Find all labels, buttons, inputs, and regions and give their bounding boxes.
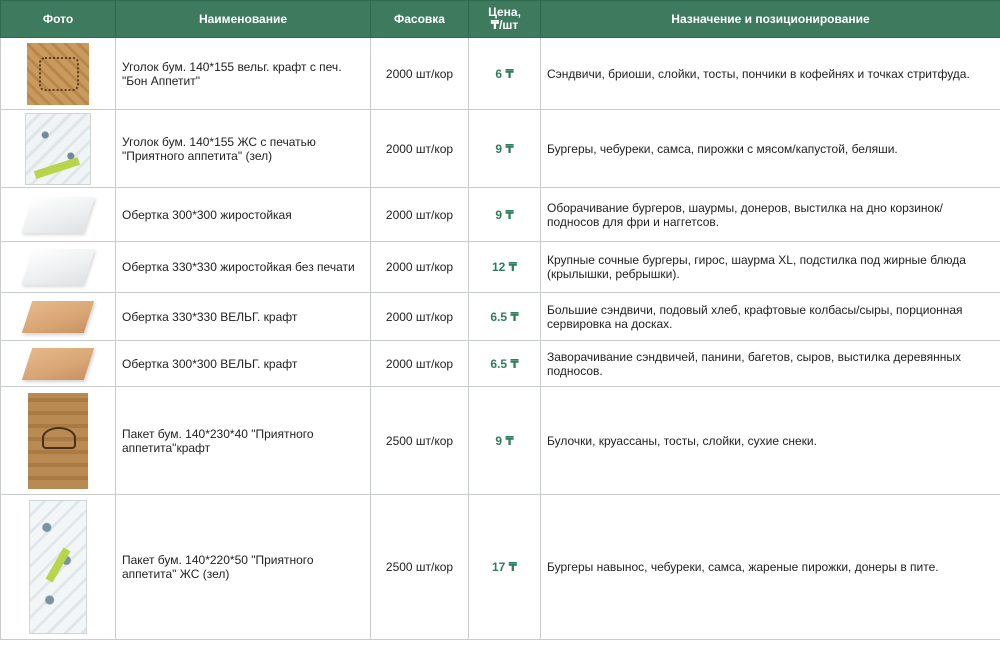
product-pack: 2000 шт/кор bbox=[371, 242, 469, 293]
product-pack: 2500 шт/кор bbox=[371, 387, 469, 495]
product-pack: 2000 шт/кор bbox=[371, 38, 469, 110]
kraft-wrap-sheet-image bbox=[22, 348, 94, 380]
photo-cell bbox=[1, 188, 116, 242]
white-printed-paper-bag-image bbox=[29, 500, 87, 634]
product-price: 9 ₸ bbox=[469, 188, 541, 242]
header-pack: Фасовка bbox=[371, 1, 469, 38]
product-purpose: Оборачивание бургеров, шаурмы, донеров, выстилка на дно корзинок/подносов для фри и наггетсов. bbox=[541, 188, 1000, 242]
product-price: 9 ₸ bbox=[469, 110, 541, 188]
header-price-line2: ₸/шт bbox=[490, 18, 519, 32]
product-price: 17 ₸ bbox=[469, 495, 541, 640]
photo-cell bbox=[1, 495, 116, 640]
product-price: 6 ₸ bbox=[469, 38, 541, 110]
table-row bbox=[1, 242, 1000, 293]
kraft-paper-bag-image bbox=[28, 393, 88, 489]
header-price-line1: Цена, bbox=[488, 5, 521, 19]
product-name: Пакет бум. 140*220*50 "Приятного аппетита" ЖС (зел) bbox=[116, 495, 371, 640]
product-pack: 2000 шт/кор bbox=[371, 188, 469, 242]
white-wrap-sheet-image bbox=[21, 249, 95, 285]
product-price: 6.5 ₸ bbox=[469, 341, 541, 387]
product-name: Обертка 300*300 жиростойкая bbox=[116, 188, 371, 242]
product-name: Обертка 330*330 ВЕЛЬГ. крафт bbox=[116, 293, 371, 341]
table-row bbox=[1, 341, 1000, 387]
product-price: 12 ₸ bbox=[469, 242, 541, 293]
photo-cell bbox=[1, 38, 116, 110]
product-name: Уголок бум. 140*155 ЖС с печатью "Приятного аппетита" (зел) bbox=[116, 110, 371, 188]
product-purpose: Крупные сочные бургеры, гирос, шаурма XL, подстилка под жирные блюда (крылышки, ребрышки). bbox=[541, 242, 1000, 293]
product-name: Пакет бум. 140*230*40 "Приятного аппетита"крафт bbox=[116, 387, 371, 495]
product-purpose: Бургеры навынос, чебуреки, самса, жареные пирожки, донеры в пите. bbox=[541, 495, 1000, 640]
header-name: Наименование bbox=[116, 1, 371, 38]
product-pack: 2500 шт/кор bbox=[371, 495, 469, 640]
header-price bbox=[469, 1, 541, 38]
table-row bbox=[1, 293, 1000, 341]
white-printed-corner-bag-image bbox=[25, 113, 91, 185]
product-name: Обертка 330*330 жиростойкая без печати bbox=[116, 242, 371, 293]
product-purpose: Булочки, круассаны, тосты, слойки, сухие снеки. bbox=[541, 387, 1000, 495]
product-purpose: Заворачивание сэндвичей, панини, багетов, сыров, выстилка деревянных подносов. bbox=[541, 341, 1000, 387]
photo-cell bbox=[1, 341, 116, 387]
product-price: 6.5 ₸ bbox=[469, 293, 541, 341]
product-pack: 2000 шт/кор bbox=[371, 110, 469, 188]
product-pack: 2000 шт/кор bbox=[371, 341, 469, 387]
product-price: 9 ₸ bbox=[469, 387, 541, 495]
table-row bbox=[1, 387, 1000, 495]
product-purpose: Бургеры, чебуреки, самса, пирожки с мясом/капустой, беляши. bbox=[541, 110, 1000, 188]
header-photo: Фото bbox=[1, 1, 116, 38]
table-row bbox=[1, 110, 1000, 188]
photo-cell bbox=[1, 293, 116, 341]
table-header-row bbox=[1, 1, 1000, 38]
kraft-wrap-sheet-image bbox=[22, 301, 94, 333]
product-pack: 2000 шт/кор bbox=[371, 293, 469, 341]
white-wrap-sheet-image bbox=[21, 197, 95, 233]
product-name: Обертка 300*300 ВЕЛЬГ. крафт bbox=[116, 341, 371, 387]
photo-cell bbox=[1, 242, 116, 293]
table-row bbox=[1, 495, 1000, 640]
header-purpose: Назначение и позиционирование bbox=[541, 1, 1000, 38]
product-purpose: Сэндвичи, бриоши, слойки, тосты, пончики в кофейнях и точках стритфуда. bbox=[541, 38, 1000, 110]
table-row bbox=[1, 188, 1000, 242]
photo-cell bbox=[1, 110, 116, 188]
product-purpose: Большие сэндвичи, подовый хлеб, крафтовые колбасы/сыры, порционная сервировка на досках. bbox=[541, 293, 1000, 341]
table-row bbox=[1, 38, 1000, 110]
photo-cell bbox=[1, 387, 116, 495]
product-name: Уголок бум. 140*155 вельг. крафт с печ. "Бон Аппетит" bbox=[116, 38, 371, 110]
kraft-printed-corner-bag-image bbox=[27, 43, 89, 105]
